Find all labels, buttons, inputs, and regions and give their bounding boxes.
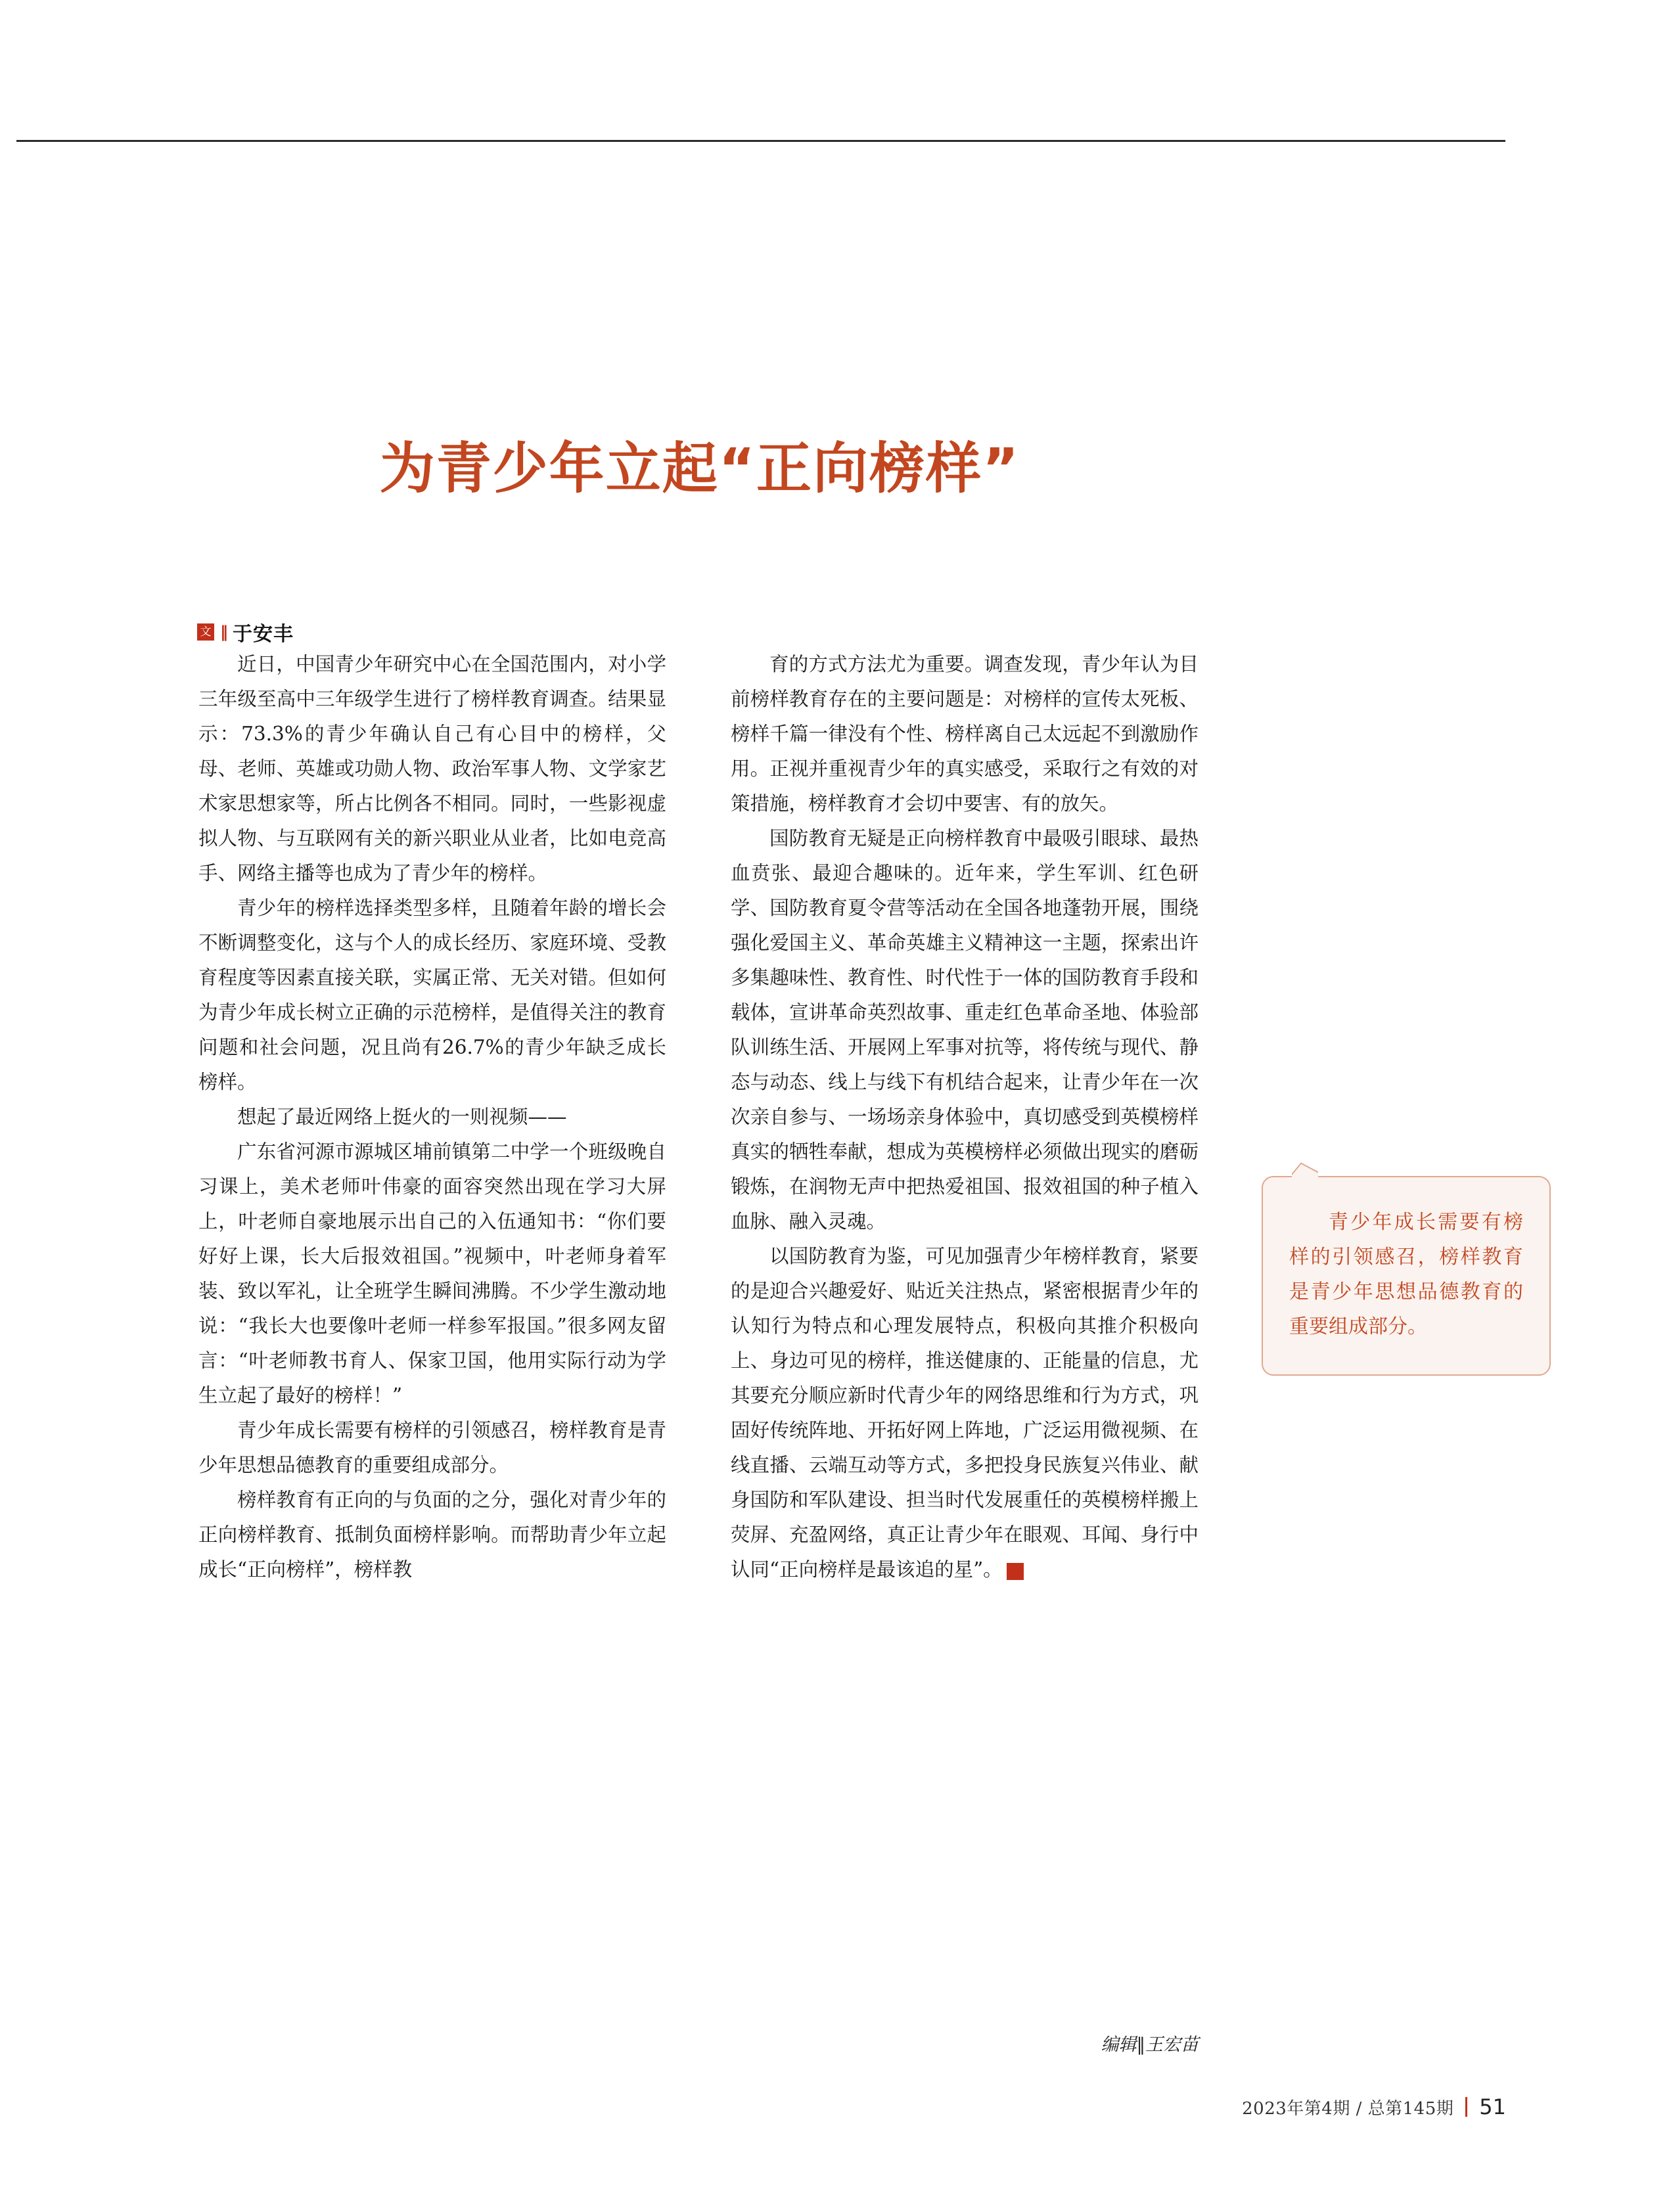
pull-quote [1262,1176,1551,1376]
page-number: 51 [1479,2094,1506,2119]
page-footer [1242,2094,1506,2119]
paragraph: 想起了最近网络上挺火的一则视频—— [237,1106,567,1128]
header-rule [16,140,1505,142]
byline [197,618,294,646]
paragraph: 国防教育无疑是正向榜样教育中最吸引眼球、最热血贲张、最迎合趣味的。近年来，学生军训、红色研学、国防教育夏令营等活动在全国各地蓬勃开展，围绕强化爱国主义、革命英雄主义精神这一主题，探索出许多集趣味性、教育性、时代性于一体的国防教育手段和载体，宣讲革命英烈故事、重走红色革命圣地、体验部队训练生活、开展网上军事对抗等，将传统与现代、静态与动态、线上与线下有机结合起来，让青少年在一次次亲自参与、一场场亲身体验中，真切感受到英模榜样真实的牺牲奉献，想成为英模榜样必须做出现实的磨砺锻炼，在润物无声中把热爱祖国、报效祖国的种子植入血脉、融入灵魂。 [731,827,1199,1232]
paragraph [731,1239,1199,1587]
end-mark-icon: G [1007,1563,1024,1580]
pull-quote-tail-icon [1292,1160,1318,1179]
byline-separator: ‖ [220,623,227,641]
body-column-left [198,647,666,1587]
issue-info: 2023年第4期 / 总第145期 [1242,2098,1454,2119]
paragraph: 青少年的榜样选择类型多样，且随着年龄的增长会不断调整变化，这与个人的成长经历、家庭环境、受教育程度等因素直接关联，实属正常、无关对错。但如何为青少年成长树立正确的示范榜样，是值得关注的教育问题和社会问题，况且尚有26.7%的青少年缺乏成长榜样。 [198,897,666,1093]
footer-divider [1465,2097,1467,2117]
editor-credit: 编辑‖王宏苗 [1101,2035,1199,2055]
paragraph: 近日，中国青少年研究中心在全国范围内，对小学三年级至高中三年级学生进行了榜样教育调查。结果显示：73.3%的青少年确认自己有心目中的榜样，父母、老师、英雄或功勋人物、政治军事人物、文学家艺术家思想家等，所占比例各不相同。同时，一些影视虚拟人物、与互联网有关的新兴职业从业者，比如电竞高手、网络主播等也成为了青少年的榜样。 [198,653,666,884]
byline-badge-icon: 文 [197,623,214,641]
paragraph: 广东省河源市源城区埔前镇第二中学一个班级晚自习课上，美术老师叶伟豪的面容突然出现在学习大屏上，叶老师自豪地展示出自己的入伍通知书：“你们要好好上课，长大后报效祖国。”视频中，叶老师身着军装、致以军礼，让全班学生瞬间沸腾。不少学生激动地说：“我长大也要像叶老师一样参军报国。”很多网友留言：“叶老师教书育人、保家卫国，他用实际行动为学生立起了最好的榜样！” [198,1140,666,1407]
body-column-right [731,647,1199,1587]
paragraph: 育的方式方法尤为重要。调查发现，青少年认为目前榜样教育存在的主要问题是：对榜样的宣传太死板、榜样千篇一律没有个性、榜样离自己太远起不到激励作用。正视并重视青少年的真实感受，采取行之有效的对策措施，榜样教育才会切中要害、有的放矢。 [731,653,1199,815]
paragraph: 榜样教育有正向的与负面的之分，强化对青少年的正向榜样教育、抵制负面榜样影响。而帮助青少年立起成长“正向榜样”，榜样教 [198,1489,666,1581]
paragraph-text: 以国防教育为鉴，可见加强青少年榜样教育，紧要的是迎合兴趣爱好、贴近关注热点，紧密根据青少年的认知行为特点和心理发展特点，积极向其推介积极向上、身边可见的榜样，推送健康的、正能量的信息，尤其要充分顺应新时代青少年的网络思维和行为方式，巩固好传统阵地、开拓好网上阵地，广泛运用微视频、在线直播、云端互动等方式，多把投身民族复兴伟业、献身国防和军队建设、担当时代发展重任的英模榜样搬上荧屏、充盈网络，真正让青少年在眼观、耳闻、身行中认同“正向榜样是最该追的星”。 [731,1245,1199,1581]
author-name: 于安丰 [233,623,294,646]
page-title: 为青少年立起“正向榜样” [379,436,1020,501]
paragraph: 青少年成长需要有榜样的引领感召，榜样教育是青少年思想品德教育的重要组成部分。 [198,1419,666,1476]
pull-quote-text: 青少年成长需要有榜样的引领感召，榜样教育是青少年思想品德教育的重要组成部分。 [1289,1211,1523,1338]
